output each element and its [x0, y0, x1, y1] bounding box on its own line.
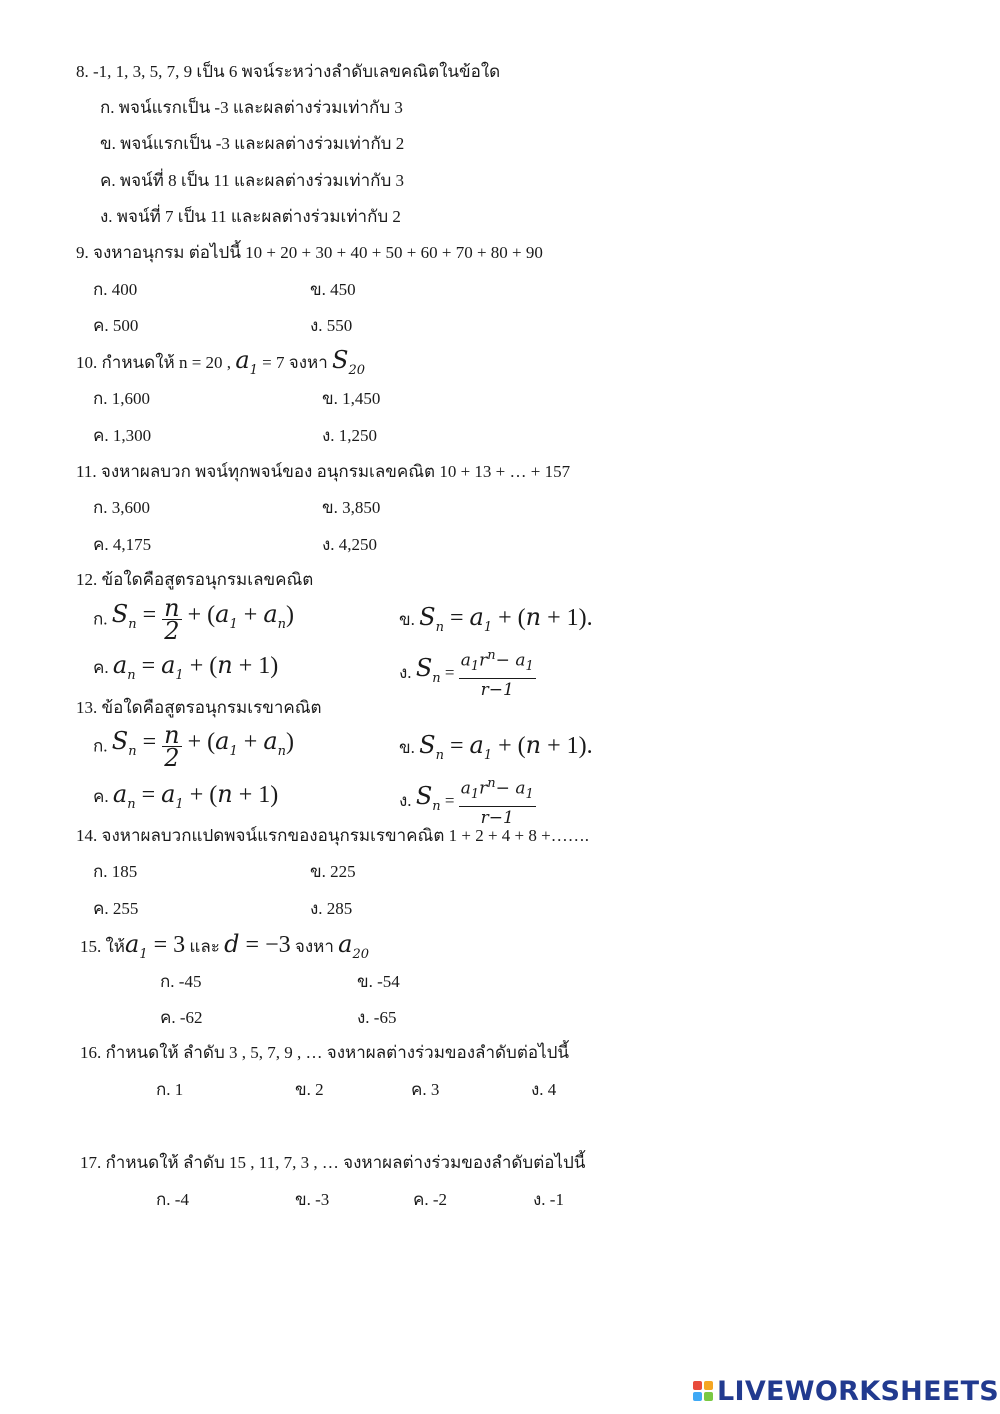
q10-stem [76, 346, 366, 381]
q10-choice-b[interactable]: ข. 1,450 [322, 389, 381, 408]
logo-square-green [704, 1392, 713, 1401]
q17-choice-d[interactable]: ง. -1 [533, 1190, 564, 1209]
q10-a1: $a_1$ [235, 346, 258, 378]
logo-text: LIVEWORKSHEETS [717, 1375, 1000, 1407]
q8-choice-d[interactable]: ง. พจน์ที่ 7 เป็น 11 และผลต่างร่วมเท่ากับ 2 [100, 207, 401, 226]
q13-choice-a[interactable]: ก. $S_n$ = $\frac{n}{2}$ + $(a_1 + a_n)$ [93, 721, 294, 772]
q14-choice-a[interactable]: ก. 185 [93, 862, 138, 881]
q16-choice-d[interactable]: ง. 4 [531, 1080, 557, 1099]
q14-stem: 14. จงหาผลบวกแปดพจน์แรกของอนุกรมเรขาคณิต 1 + 2 + 4 + 8 +……. [76, 826, 589, 845]
q8-stem: 8. -1, 1, 3, 5, 7, 9 เป็น 6 พจน์ระหว่างลำดับเลขคณิตในข้อใด [76, 62, 501, 81]
q8-choice-c[interactable]: ค. พจน์ที่ 8 เป็น 11 และผลต่างร่วมเท่ากับ 3 [100, 171, 405, 190]
q12-choice-b[interactable]: ข. $S_n = a_1 + (n + 1)$. [399, 603, 593, 635]
q12-choice-a[interactable]: ก. $S_n$ = $\frac{n}{2}$ + $(a_1 + a_n)$ [93, 594, 294, 645]
q16-choice-a[interactable]: ก. 1 [156, 1080, 184, 1099]
q15-choice-d[interactable]: ง. -65 [357, 1008, 397, 1027]
q12-choice-d[interactable]: ง. $S_n$ = $\frac{a_1r^n- a_1}{r-1}$ [399, 645, 536, 691]
q14-choice-c[interactable]: ค. 255 [93, 899, 139, 918]
q11-choice-b[interactable]: ข. 3,850 [322, 498, 381, 517]
q15-stem: 15. ให้$a_1 = 3$ และ d = −3 จงหา $a_{20}$ [80, 930, 369, 962]
logo-square-orange [704, 1381, 713, 1390]
q16-choice-c[interactable]: ค. 3 [411, 1080, 440, 1099]
q17-choice-b[interactable]: ข. -3 [295, 1190, 330, 1209]
q9-choice-a[interactable]: ก. 400 [93, 280, 138, 299]
q10-prefix: 10. กำหนดให้ n = 20 , [76, 353, 236, 372]
q15-choice-c[interactable]: ค. -62 [160, 1008, 203, 1027]
q15-choice-a[interactable]: ก. -45 [160, 972, 202, 991]
q17-choice-a[interactable]: ก. -4 [156, 1190, 189, 1209]
q15-choice-b[interactable]: ข. -54 [357, 972, 400, 991]
q17-choice-c[interactable]: ค. -2 [413, 1190, 448, 1209]
q10-s20: $S_{20}$ [332, 346, 366, 378]
q8-choice-a[interactable]: ก. พจน์แรกเป็น -3 และผลต่างร่วมเท่ากับ 3 [100, 98, 403, 117]
q10-choice-d[interactable]: ง. 1,250 [322, 426, 378, 445]
q13-choice-b[interactable]: ข. $S_n = a_1 + (n + 1)$. [399, 731, 593, 763]
logo-mark-icon [693, 1381, 713, 1401]
q11-stem: 11. จงหาผลบวก พจน์ทุกพจน์ของ อนุกรมเลขคณิต 10 + 13 + … + 157 [76, 462, 571, 481]
q9-choice-d[interactable]: ง. 550 [310, 316, 353, 335]
liveworksheets-logo[interactable] [693, 1376, 999, 1406]
q11-choice-a[interactable]: ก. 3,600 [93, 498, 151, 517]
q16-stem: 16. กำหนดให้ ลำดับ 3 , 5, 7, 9 , … จงหาผลต่างร่วมของลำดับต่อไปนี้ [80, 1043, 570, 1062]
q9-choice-c[interactable]: ค. 500 [93, 316, 139, 335]
q13-choice-d[interactable]: ง. $S_n$ = $\frac{a_1r^n- a_1}{r-1}$ [399, 773, 536, 819]
q16-choice-b[interactable]: ข. 2 [295, 1080, 324, 1099]
q10-eq: = 7 จงหา [257, 353, 333, 372]
q10-choice-a[interactable]: ก. 1,600 [93, 389, 151, 408]
q13-stem: 13. ข้อใดคือสูตรอนุกรมเรขาคณิต [76, 698, 322, 717]
q9-stem: 9. จงหาอนุกรม ต่อไปนี้ 10 + 20 + 30 + 40 + 50 + 60 + 70 + 80 + 90 [76, 243, 543, 262]
logo-square-red [693, 1381, 702, 1390]
q10-choice-c[interactable]: ค. 1,300 [93, 426, 152, 445]
q14-choice-b[interactable]: ข. 225 [310, 862, 356, 881]
q9-choice-b[interactable]: ข. 450 [310, 280, 356, 299]
q11-choice-c[interactable]: ค. 4,175 [93, 535, 152, 554]
q12-stem: 12. ข้อใดคือสูตรอนุกรมเลขคณิต [76, 570, 314, 589]
q13-choice-c[interactable]: ค. $a_n = a_1 + (n + 1)$ [93, 780, 279, 812]
logo-square-blue [693, 1392, 702, 1401]
q8-choice-b[interactable]: ข. พจน์แรกเป็น -3 และผลต่างร่วมเท่ากับ 2 [100, 134, 405, 153]
q11-choice-d[interactable]: ง. 4,250 [322, 535, 378, 554]
q12-choice-c[interactable]: ค. $a_n = a_1 + (n + 1)$ [93, 651, 279, 683]
q17-stem: 17. กำหนดให้ ลำดับ 15 , 11, 7, 3 , … จงหาผลต่างร่วมของลำดับต่อไปนี้ [80, 1153, 586, 1172]
q14-choice-d[interactable]: ง. 285 [310, 899, 353, 918]
